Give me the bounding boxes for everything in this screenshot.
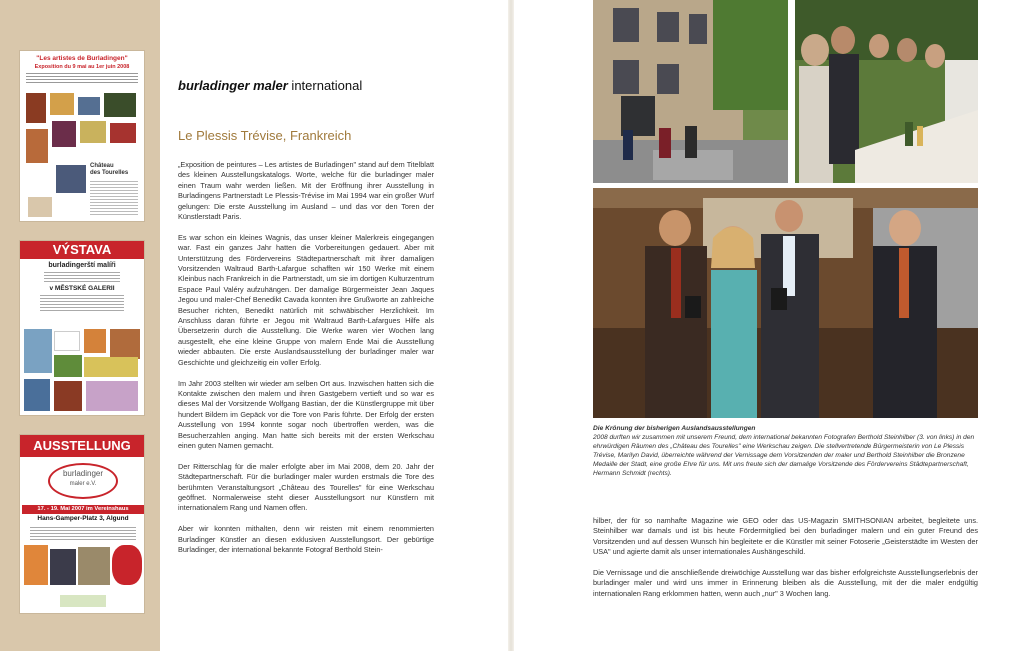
poster3-artwork-strip: [24, 545, 142, 589]
poster-sidebar: [0, 0, 160, 651]
kicker-rest: international: [287, 78, 363, 93]
photo-caption: [593, 424, 978, 478]
poster2-line2: v MĚSTSKÉ GALERII: [49, 285, 115, 292]
poster1-painting: [56, 165, 86, 193]
poster2-banner: VÝSTAVA: [20, 241, 144, 259]
section-kicker: [178, 78, 362, 93]
paragraph: Die Vernissage und die anschließende dreiwöchige Ausstellung war das bisher erfolgreichste Ausstellungserlebnis der burladinger maler und wird uns immer in Erinnerung bleiben als die Ausstellung, mit der die maler endgültig internationalen Rang erklommen hatten, wenn auch „nur" 3 Wochen lang.: [593, 568, 978, 598]
poster3-date: 17. - 19. Mai 2007 im Vereinshaus: [22, 505, 144, 514]
kicker-brand: burladinger maler: [178, 78, 288, 93]
poster1-line1: "Les artistes de Burladingen": [36, 55, 128, 62]
photo-reception-crowd: [795, 0, 978, 183]
poster-ausstellung: [19, 434, 145, 614]
paragraph: Der Ritterschlag für die maler erfolgte aber im Mai 2008, dem 20. Jahr der Städtepartnerschaft. Für die burladinger maler wurden erstmals die Tore des berühmten Veranstaltungsort „Château des Tourelles" für eine Werkschau geöffnet. Normalerweise steht dieser Ausstellungsort nur Künstlern mit internationalem Rang und Namen offen.: [178, 461, 434, 513]
caption-text: 2008 durften wir zusammen mit unserem Freund, dem international bekannten Fotografen Berthold Steinhilber (3. von links) in den ehrwürdigen Räumen des „Château des Tourelles" eine Werkschau zeigen. Die stellvertretende Bürgermeisterin von Le Plessis Trévise, Marilyn David, überreichte während der Vernissage dem Vorsitzenden der maler und Berthold Steinhilber die Bronzene Medaille der Stadt, eine große Ehre für uns. Mit uns freute sich der damalige Vorsitzende des Fördervereins Städtepartnerschaft, Hermann Schmidt (rechts).: [593, 434, 975, 477]
poster1-small-text: [26, 73, 138, 83]
poster2-artwork-collage: [24, 329, 140, 413]
poster3-sponsor-logo: [60, 595, 106, 607]
left-text-column: [178, 160, 434, 566]
poster1-artwork-grid: [26, 93, 138, 165]
poster1-logo: [28, 197, 52, 217]
photo-medal-ceremony: [593, 188, 978, 418]
poster1-box-title2: des Tourelles: [90, 170, 129, 176]
poster3-logo-text2: maler e.V.: [69, 481, 97, 487]
article-subhead: Le Plessis Trévise, Frankreich: [178, 128, 352, 143]
poster1-details-text: [90, 181, 138, 215]
poster-vystava: [19, 240, 145, 416]
poster3-banner: AUSSTELLUNG: [20, 435, 144, 457]
poster1-line2: Exposition du 9 mai au 1er juin 2008: [34, 64, 130, 70]
poster3-place: Hans-Gamper-Platz 3, Algund: [37, 515, 129, 522]
paragraph: „Exposition de peintures – Les artistes de Burladingen" stand auf dem Titelblatt des kleinen Ausstellungskatalogs. Worte, welche für die burladinger maler einen Traum wahr werden ließen. Mit der Eröffnung ihrer Ausstellung in Burladingens Partnerstadt Le Plessis-Trévise im Mai 1994 war ein großer Wurf gelungen: Die erste Ausstellung im Ausland – und das vor den Toren der Künstlerstadt Paris.: [178, 160, 434, 222]
poster3-details-text: [30, 527, 136, 541]
poster3-logo-text1: burladinger: [62, 469, 104, 478]
right-text-column: [593, 516, 978, 610]
paragraph: Im Jahr 2003 stellten wir wieder am selben Ort aus. Inzwischen hatten sich die Kontakte zwischen den malern und ihren Gastgebern vertieft und so war es dieses Mal der Vorsitzende Wolfgang Bastian, der die Künstlergruppe mit über hundert Bildern im Gepäck vor die Tore von Paris führte. Der Erfolg der ersten Ausstellung von 1994 konnte sogar noch übertroffen werden, was die Besucherzahlen anging. Man hatte sich bereits mit der ersten Werkschau einen guten Namen gemacht.: [178, 378, 434, 450]
poster2-details-text: [40, 295, 124, 313]
paragraph: hilber, der für so namhafte Magazine wie GEO oder das US-Magazin SMITHSONIAN arbeitet, begleitete uns. Steinhilber war damals und ist bis heute Fördermitglied bei den burladinger malern und ein guter Freund des Vorsitzenden und auf dessen Wunsch hin begleitete er die Künstler mit seiner Fotoserie „Geisterstädte im Westen der USA" und agierte damit als unser internationales Aushängeschild.: [593, 516, 978, 557]
poster2-line1: burladingerští malíři: [48, 262, 116, 269]
paragraph: Aber wir konnten mithalten, denn wir reisten mit einem renommierten Burladinger Künstler an diesen exklusiven Ausstellungsort. Der gebürtige Burladinger, der international bekannte Fotograf Berthold Stein-: [178, 524, 434, 554]
page-gutter: [508, 0, 514, 651]
caption-title: Die Krönung der bisherigen Auslandsausstellungen: [593, 425, 756, 432]
poster-les-artistes: [19, 50, 145, 222]
photo-chateau-exterior: [593, 0, 788, 183]
poster1-box-title1: Château: [90, 163, 114, 169]
paragraph: Es war schon ein kleines Wagnis, das unser kleiner Malerkreis eingegangen war. Fast ein ganzes Jahr hatten die Vorbereitungen gedauert. Aber mit Unterstützung des Fördervereins Städtepartnerschaft mit ihrer damaligen Vorsitzenden Waltraud Barth-Lafargue schafften wir 150 Werke mit einem Kleinbus nach Frankreich in die Partnerstadt, um sie im dortigen Kulturzentrum Espace Paul Valéry aufzuhängen. Der damalige Bürgermeister Jean Jaques Jegou und maler-Chef Benedikt Cavada konnten ihre Grußworte an zahlreiche Besucher richten, Benedikt natürlich mit schwäbischer Herzlichkeit. Im Anschluss daran führte er Jegou mit Waltraud Barth-Lafargues Hilfe als Übersetzerin durch die Ausstellung. Die Werke waren vier Wochen lang ausgestellt, ehe eine kleine Gruppe von malern Ende Mai die Ausstellung wieder abbauten. Die erste Auslandsausstellung der burladinger maler war Geschichte und gleichzeitig ein voller Erfolg.: [178, 232, 434, 367]
poster2-small-text: [44, 272, 120, 282]
